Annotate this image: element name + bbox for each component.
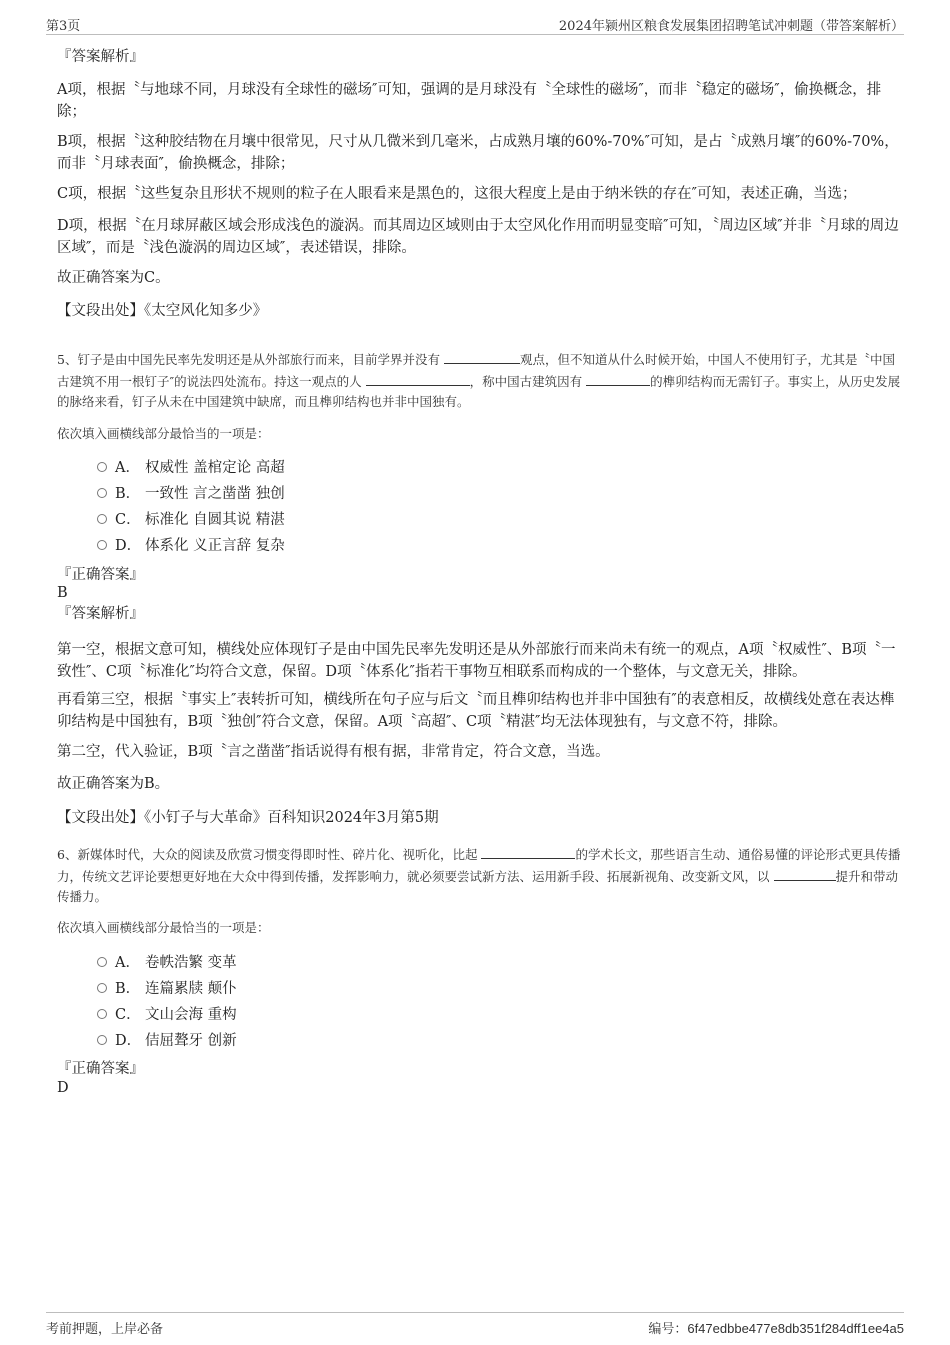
footer-code: [648, 1318, 904, 1337]
question-5-instruction: 依次填入画横线部分最恰当的一项是：: [57, 426, 270, 441]
option-letter: A．: [115, 955, 140, 971]
analysis-conclusion: 故正确答案为C。: [57, 270, 170, 286]
analysis-option-a: A项，根据〝与地球不同，月球没有全球性的磁场″可知，强调的是月球没有〝全球性的磁场″，而非〝稳定的磁场″，偷换概念，排除；: [57, 82, 882, 120]
blank-2: [366, 371, 470, 386]
option-text: 文山会海 重构: [145, 1007, 237, 1023]
stem-text: 的学术长文，那些语言生动、通俗易懂的评论形式更具传播力，传统文艺评论要想更好地在大众中得到传播，发挥影响力，就必须要尝试新方法、运用新手段、拓展新视角、改变新文风，以: [57, 847, 901, 884]
code-label: 编号：: [648, 1322, 688, 1337]
radio-icon[interactable]: [97, 957, 107, 967]
option-letter: D．: [115, 1033, 142, 1049]
q5-answer: B: [57, 585, 68, 601]
page-header: [46, 12, 904, 35]
radio-icon[interactable]: [97, 540, 107, 550]
radio-icon[interactable]: [97, 983, 107, 993]
page-number: 第3页: [46, 19, 81, 34]
option-text: 体系化 义正言辞 复杂: [145, 538, 285, 554]
q5-answer-title: 『正确答案』: [57, 567, 144, 583]
q6-answer: D: [57, 1080, 69, 1096]
page-footer: [46, 1312, 904, 1337]
q6-option-c[interactable]: [97, 1004, 237, 1026]
option-text: 一致性 言之凿凿 独创: [145, 486, 285, 502]
option-text: 卷帙浩繁 变革: [145, 955, 237, 971]
analysis-option-c: C项，根据〝这些复杂且形状不规则的粒子在人眼看来是黑色的，这很大程度上是由于纳米铁的存在″可知，表述正确，当选；: [57, 186, 857, 202]
q5-conclusion: 故正确答案为B。: [57, 776, 170, 792]
q5-option-d[interactable]: [97, 535, 285, 557]
q6-option-d[interactable]: [97, 1030, 237, 1052]
radio-icon[interactable]: [97, 462, 107, 472]
stem-text: 提升和带动传播力。: [57, 868, 899, 904]
radio-icon[interactable]: [97, 488, 107, 498]
option-letter: B．: [115, 486, 141, 502]
stem-text: 的榫卯结构而无需钉子。事实上，从历史发展的脉络来看，钉子从未在中国建筑中缺席，而且榫卯结构也并非中国独有。: [57, 373, 901, 409]
question-6-instruction: 依次填入画横线部分最恰当的一项是：: [57, 920, 270, 935]
analysis-title: 『答案解析』: [57, 49, 144, 65]
q5-analysis-2: 再看第三空，根据〝事实上″表转折可知，横线所在句子应与后文〝而且榫卯结构也并非中国独有″的表意相反，故横线处意在表达榫卯结构是中国独有，B项〝独创″符合文意，保留。A项〝高超″、C项〝精湛″均无法体现独有，与文意不符，排除。: [57, 692, 895, 730]
question-5-stem: [57, 349, 903, 413]
document-title: 2024年颍州区粮食发展集团招聘笔试冲刺题（带答案解析）: [558, 19, 904, 34]
option-letter: C．: [115, 1007, 141, 1023]
q6-option-b[interactable]: [97, 978, 237, 1000]
analysis-option-b: B项，根据〝这种胶结物在月壤中很常见，尺寸从几微米到几毫米，占成熟月壤的60%-70%″可知，是占〝成熟月壤″的60%-70%，而非〝月球表面″，偷换概念，排除；: [57, 134, 899, 172]
q5-option-b[interactable]: [97, 483, 285, 505]
blank-2: [774, 866, 836, 881]
stem-text: 6、新媒体时代，大众的阅读及欣赏习惯变得即时性、碎片化、视听化，比起: [57, 847, 478, 862]
option-letter: B．: [115, 981, 141, 997]
option-letter: D．: [115, 538, 142, 554]
radio-icon[interactable]: [97, 1035, 107, 1045]
q5-option-c[interactable]: [97, 509, 285, 531]
question-6-stem: [57, 844, 903, 908]
option-text: 佶屈聱牙 创新: [145, 1033, 237, 1049]
option-text: 标准化 自圆其说 精湛: [145, 512, 285, 528]
q6-answer-title: 『正确答案』: [57, 1061, 144, 1077]
q5-option-a[interactable]: [97, 457, 285, 479]
q5-source: 【文段出处】《小钉子与大革命》百科知识2024年3月第5期: [57, 810, 439, 826]
option-letter: C．: [115, 512, 141, 528]
code-value: 6f47edbbe477e8db351f284dff1ee4a5: [687, 1321, 904, 1336]
blank-3: [586, 371, 650, 386]
q5-analysis-3: 第二空，代入验证，B项〝言之凿凿″指话说得有根有据，非常肯定，符合文意，当选。: [57, 744, 610, 760]
stem-text: 观点，但不知道从什么时候开始，中国人不使用钉子，尤其是〝中国古建筑不用一根钉子″的说法四处流布。持这一观点的人: [57, 352, 895, 389]
option-letter: A．: [115, 460, 140, 476]
q5-analysis-1: 第一空，根据文意可知，横线处应体现钉子是由中国先民率先发明还是从外部旅行而来尚未有统一的观点，A项〝权威性″、B项〝一致性″、C项〝标准化″均符合文意，保留。D项〝体系化″指若干事物互相联系而构成的一个整体，与文意无关，排除。: [57, 642, 896, 680]
stem-text: ，称中国古建筑因有: [469, 373, 583, 389]
option-text: 权威性 盖棺定论 高超: [145, 460, 285, 476]
q5-analysis-title: 『答案解析』: [57, 606, 144, 622]
radio-icon[interactable]: [97, 1009, 107, 1019]
stem-text: 5、钉子是由中国先民率先发明还是从外部旅行而来，目前学界并没有: [57, 352, 440, 367]
analysis-option-d: D项，根据〝在月球屏蔽区域会形成浅色的漩涡。而其周边区域则由于太空风化作用而明显变暗″可知，〝周边区域″并非〝月球的周边区域″，而是〝浅色漩涡的周边区域″，表述错误，排除。: [57, 218, 899, 256]
radio-icon[interactable]: [97, 514, 107, 524]
blank-1: [481, 844, 575, 859]
blank-1: [444, 349, 520, 364]
footer-slogan: 考前押题，上岸必备: [46, 1322, 164, 1337]
option-text: 连篇累牍 颠仆: [145, 981, 237, 997]
source-note: 【文段出处】《太空风化知多少》: [57, 303, 268, 319]
q6-option-a[interactable]: [97, 952, 237, 974]
